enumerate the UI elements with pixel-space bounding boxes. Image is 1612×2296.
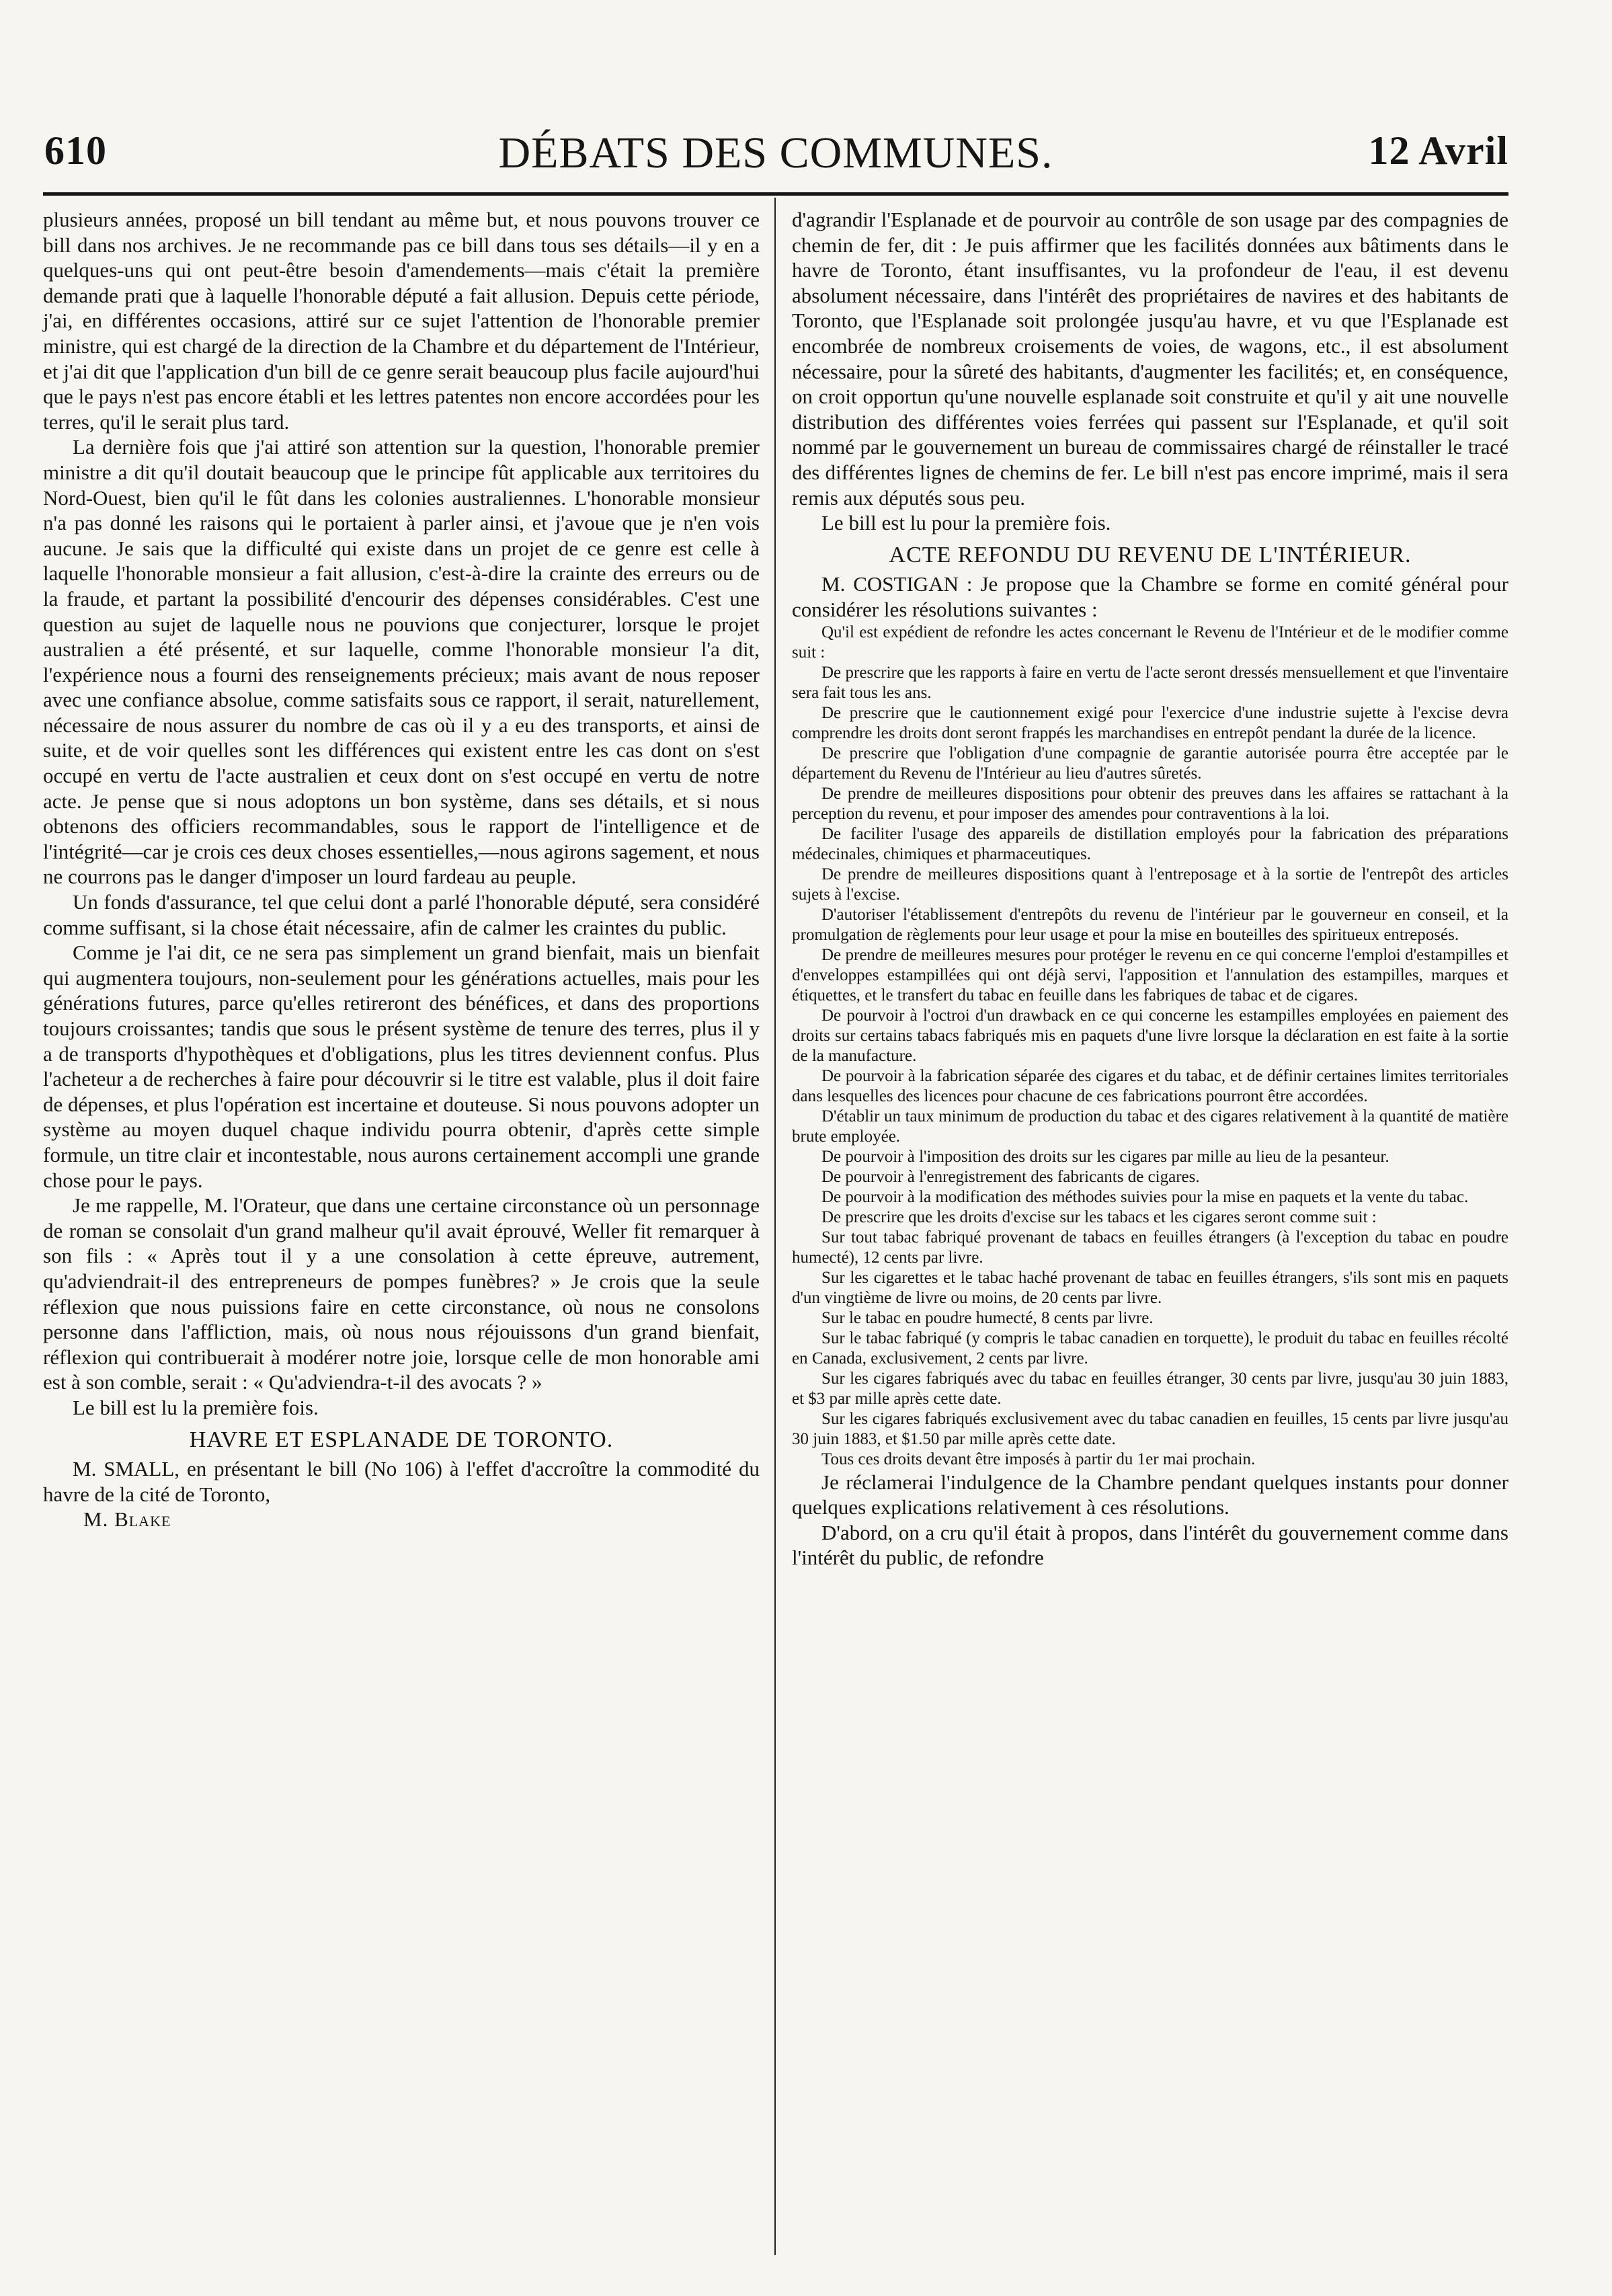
resolution-item: De prescrire que les droits d'excise sur les tabacs et les cigares seront comme suit : (821, 1208, 1377, 1226)
right-column (792, 207, 1508, 1571)
paragraph: Le bill est lu la première fois. (73, 1395, 319, 1419)
paragraph: Je me rappelle, M. l'Orateur, que dans une certaine circonstance où un personnage de roman se consolait d'un grand malheur qu'il avait éprouvé, Weller fit remarquer à son fils : « Après tout il y a une consolation à cette épreuve, autrement, qu'adviendrait-il des entrepreneurs de pompes funèbres? » Je crois que la seule réflexion que nous puissions faire en cette circonstance, où nous ne consolons personne dans l'affliction, mais, où nous nous réjouissons d'un grand bienfait, réflexion qui contribuerait à modérer notre joie, lorsque celle de mon honorable ami est à son comble, serait : « Qu'adviendra-t-il des avocats ? » (43, 1193, 760, 1394)
page-title: DÉBATS DES COMMUNES. (498, 128, 1053, 177)
resolution-item: Sur les cigares fabriqués avec du tabac en feuilles étranger, 30 cents par livre, jusqu'au 30 juin 1883, et $3 par mille après cette date. (792, 1369, 1508, 1408)
resolution-item: De pourvoir à l'octroi d'un drawback en ce qui concerne les estampilles employées en paiement des droits sur certains tabacs fabriqués mis en paquets d'une livre lorsque la déclaration en est faite à la sortie de la manufacture. (792, 1006, 1508, 1065)
column-divider (774, 198, 776, 2255)
resolution-item: D'établir un taux minimum de production du tabac et des cigares relativement à la quantité de matière brute employée. (792, 1107, 1508, 1146)
resolution-item: De pourvoir à l'enregistrement des fabricants de cigares. (821, 1167, 1200, 1186)
paragraph: d'agrandir l'Esplanade et de pourvoir au contrôle de son usage par des compagnies de chemin de fer, dit : Je puis affirmer que les facilités données aux bâtiments dans le havre de Toronto, étant insuffisantes, vu la profondeur de l'eau, il est devenu absolument nécessaire, dans l'intérêt des propriétaires de navires et des habitants de Toronto, que l'Esplanade soit prolongée jusqu'au havre, et vu que l'Esplanade est encombrée de nombreux croisements de voies, de wagons, etc., il est absolument nécessaire, pour la sûreté des habitants, d'augmenter les facilités; et, en conséquence, on croit opportun qu'une nouvelle esplanade soit construite et qu'il y ait une nouvelle distribution des différentes voies ferrées qui passent sur l'Esplanade, et qu'il soit nommé par le gouvernement un bureau de commissaires chargé de réinstaller le tracé des différentes lignes de chemins de fer. Le bill n'est pas encore imprimé, mais il sera remis aux députés sous peu. (792, 208, 1508, 510)
page-footer: M. Blake (83, 1507, 171, 1532)
resolution-item: De prescrire que les rapports à faire en vertu de l'acte seront dressés mensuellement et que l'inventaire sera fait tous les ans. (792, 663, 1508, 702)
paragraph: Un fonds d'assurance, tel que celui dont a parlé l'honorable député, sera considéré comme suffisant, si la chose était nécessaire, afin de calmer les craintes du public. (43, 890, 760, 939)
resolution-item: De prendre de meilleures mesures pour protéger le revenu en ce qui concerne l'emploi d'estampilles et d'enveloppes estampillées qui ont déjà servi, l'apposition et l'annulation des estampilles, marques et étiquettes, et le transfert du tabac en feuille dans les fabriques de tabac et de cigares. (792, 945, 1508, 1004)
section-heading: ACTE REFONDU DU REVENU DE L'INTÉRIEUR. (889, 542, 1412, 567)
resolution-item: Sur tout tabac fabriqué provenant de tabacs en feuilles étrangers (à l'exception du tabac en poudre humecté), 12 cents par livre. (792, 1228, 1508, 1267)
paragraph: La dernière fois que j'ai attiré son attention sur la question, l'honorable premier ministre a dit qu'il doutait beaucoup que le principe fût applicable aux territoires du Nord-Ouest, bien qu'il le fût dans les colonies australiennes. L'honorable monsieur n'a pas donné les raisons qui le portaient à parler ainsi, et j'avoue que je n'en vois aucune. Je sais que la difficulté qui existe dans un projet de ce genre est celle à laquelle l'honorable monsieur a fait allusion, c'est-à-dire la crainte des erreurs ou de la fraude, et partant la possibilité d'encourir des dépenses considérables. C'est une question au sujet de laquelle nous ne pouvions que conjecturer, lorsque le projet australien a été présenté, et sur laquelle, comme l'honorable monsieur l'a dit, l'expérience nous a fourni des renseignements précieux; mais avant de nous reposer avec une confiance absolue, comme satisfaits sous ce rapport, il serait, naturellement, nécessaire de nous assurer du nombre de cas où il y a eu des transports, et ainsi de suite, et de voir quelles sont les différences qui existent entre les cas dont on s'est occupé en vertu de l'acte australien et ceux dont on s'est occupé en vertu de notre acte. Je pense que si nous adoptons un bon système, dans ses détails, et si nous obtenons des officiers recommandables, sous le rapport de l'intelligence et de l'intégrité—car je crois ces deux choses essentielles,—nous agirons sagement, et nous ne courrons pas le danger d'imposer un lourd fardeau au peuple. (43, 435, 760, 889)
resolution-item: Sur les cigares fabriqués exclusivement avec du tabac canadien en feuilles, 15 cents par livre jusqu'au 30 juin 1883, et $1.50 par mille après cette date. (792, 1409, 1508, 1448)
newspaper-page (43, 128, 1508, 2259)
resolution-item: De prendre de meilleures dispositions pour obtenir des preuves dans les affaires se rattachant à la perception du revenu, et pour imposer des amendes pour contraventions à la loi. (792, 784, 1508, 823)
resolution-item: De faciliter l'usage des appareils de distillation employés pour la fabrication des préparations médecinales, chimiques et pharmaceutiques. (792, 824, 1508, 863)
resolutions-list (792, 623, 1508, 1470)
page-date: 12 Avril (1368, 128, 1508, 173)
page-number: 610 (44, 128, 107, 173)
resolution-item: Qu'il est expédient de refondre les actes concernant le Revenu de l'Intérieur et de le modifier comme suit : (792, 623, 1508, 662)
resolution-item: De prescrire que l'obligation d'une compagnie de garantie autorisée pourra être acceptée par le département du Revenu de l'Intérieur au lieu d'autres sûretés. (792, 744, 1508, 783)
resolution-item: Sur le tabac en poudre humecté, 8 cents par livre. (821, 1308, 1154, 1327)
section-heading: HAVRE ET ESPLANADE DE TORONTO. (189, 1427, 614, 1452)
resolution-item: De pourvoir à la modification des méthodes suivies pour la mise en paquets et la vente du tabac. (821, 1187, 1469, 1206)
resolution-item: De prescrire que le cautionnement exigé pour l'exercice d'une industrie sujette à l'excise devra comprendre les droits dont seront frappés les marchandises en entrepôt pendant la durée de la licence. (792, 703, 1508, 742)
resolution-item: De pourvoir à la fabrication séparée des cigares et du tabac, et de définir certaines limites territoriales dans lesquelles des licences pour chacune de ces fabrications pourront être accordées. (792, 1066, 1508, 1105)
paragraph: M. COSTIGAN : Je propose que la Chambre se forme en comité général pour considérer les résolutions suivantes : (792, 572, 1508, 621)
resolution-item: Sur les cigarettes et le tabac haché provenant de tabac en feuilles étrangers, s'ils sont mis en paquets d'un vingtième de livre ou moins, de 20 cents par livre. (792, 1268, 1508, 1307)
resolution-item: D'autoriser l'établissement d'entrepôts du revenu de l'intérieur par le gouverneur en conseil, et la promulgation de règlements pour leur usage et pour la mise en bouteilles des spiritueux entreposés. (792, 905, 1508, 944)
paragraph: M. SMALL, en présentant le bill (No 106) à l'effet d'accroître la commodité du havre de la cité de Toronto, (43, 1457, 760, 1506)
resolution-item: Sur le tabac fabriqué (y compris le tabac canadien en torquette), le produit du tabac en feuilles récolté en Canada, exclusivement, 2 cents par livre. (792, 1329, 1508, 1368)
paragraph: Comme je l'ai dit, ce ne sera pas simplement un grand bienfait, mais un bienfait qui augmentera toujours, non-seulement pour les générations actuelles, mais pour les générations futures, parce qu'elles retireront des bénéfices, et dans des proportions toujours croissantes; tandis que sous le présent système de tenure des terres, plus il y a de transports d'hypothèques et d'obligations, plus les titres deviennent confus. Plus l'acheteur a de recherches à faire pour découvrir si le titre est valable, plus il doit faire de dépenses, et plus l'opération est incertaine et douteuse. Si nous pouvons adopter un système au moyen duquel chaque individu pourra obtenir, d'après cette simple formule, un titre clair et incontestable, nous aurons certainement accompli une grande chose pour le pays. (43, 941, 760, 1192)
resolution-item: De pourvoir à l'imposition des droits sur les cigares par mille au lieu de la pesanteur. (821, 1147, 1389, 1166)
paragraph: plusieurs années, proposé un bill tendant au même but, et nous pouvons trouver ce bill dans nos archives. Je ne recommande pas ce bill dans tous ses détails—il y en a quelques-uns qui ont peut-être besoin d'amendements—mais c'était la première demande prati que à laquelle l'honorable député a fait allusion. Depuis cette période, j'ai, en différentes occasions, attiré sur ce sujet l'attention de l'honorable premier ministre, qui est chargé de la direction de la Chambre et du département de l'Intérieur, et j'ai dit que l'application d'un bill de ce genre serait beaucoup plus facile aujourd'hui que le pays n'est pas encore établi et les lettres patentes non encore accordées pour les terres, qu'il le serait plus tard. (43, 208, 760, 434)
paragraph: D'abord, on a cru qu'il était à propos, dans l'intérêt du gouvernement comme dans l'intérêt du public, de refondre (792, 1520, 1508, 1570)
resolution-item: De prendre de meilleures dispositions quant à l'entreposage et à la sortie de l'entrepôt des articles sujets à l'excise. (792, 865, 1508, 904)
left-column (43, 207, 760, 1532)
paragraph: Le bill est lu pour la première fois. (821, 511, 1111, 535)
paragraph: Je réclamerai l'indulgence de la Chambre pendant quelques instants pour donner quelques explications relativement à ces résolutions. (792, 1470, 1508, 1519)
header-rule (43, 192, 1508, 196)
page-header (43, 128, 1508, 188)
resolution-item: Tous ces droits devant être imposés à partir du 1er mai prochain. (821, 1450, 1256, 1468)
